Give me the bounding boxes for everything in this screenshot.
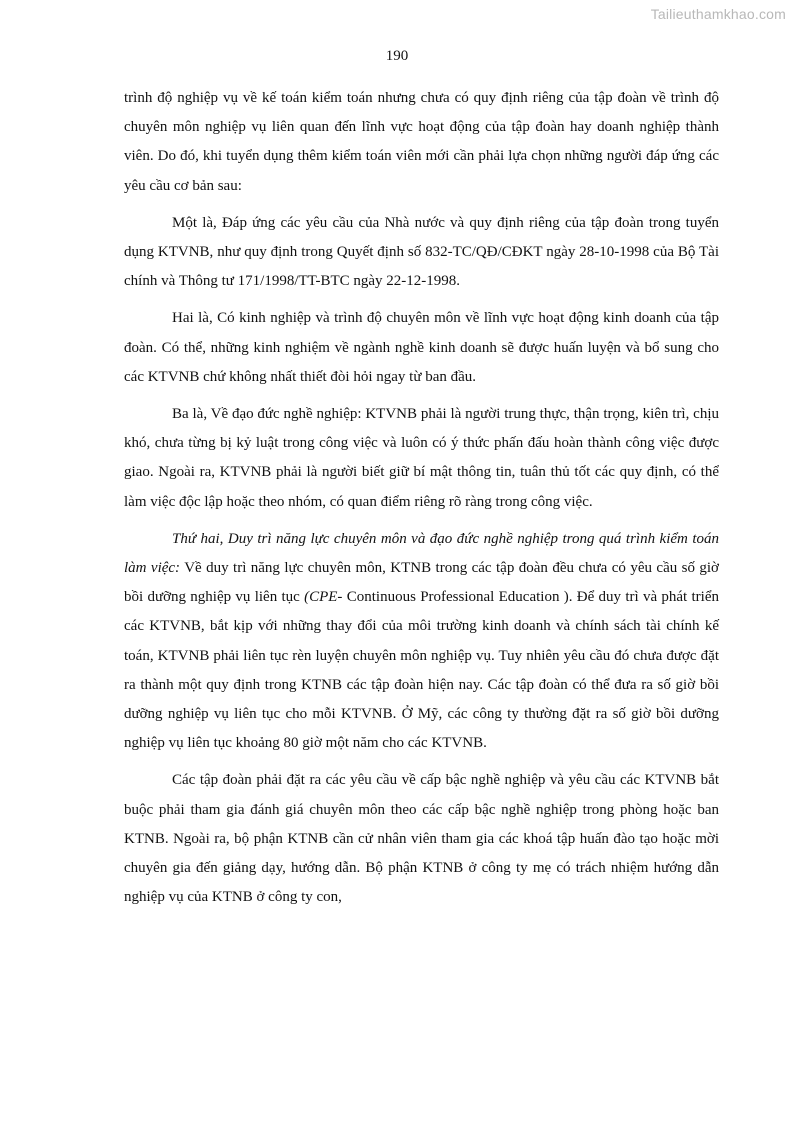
paragraph-6: Các tập đoàn phải đặt ra các yêu cầu về cấp bậc nghề nghiệp và yêu cầu các KTVNB bắt buộc phải tham gia đánh giá chuyên môn theo các cấp bậc nghề nghiệp trong phòng hoặc ban KTNB. Ngoài ra, bộ phận KTNB cần cử nhân viên tham gia các khoá tập huấn đào tạo hoặc mời chuyên gia đến giảng dạy, hướng dẫn. Bộ phận KTNB ở công ty mẹ có trách nhiệm hướng dẫn nghiệp vụ của KTNB ở công ty con, [124,772,719,906]
paragraph-5-text: Về duy trì năng lực chuyên môn, KTNB trong các tập đoàn đều chưa có yêu cầu số giờ bồi dưỡng nghiệp vụ liên tục [124,560,719,606]
paragraph-4: Ba là, Về đạo đức nghề nghiệp: KTVNB phải là người trung thực, thận trọng, kiên trì, chịu khó, chưa từng bị kỷ luật trong công việc và luôn có ý thức phấn đấu hoàn thành công việc được giao. Ngoài ra, KTVNB phải là người biết giữ bí mật thông tin, tuân thủ tốt các quy định, có thể làm việc độc lập hoặc theo nhóm, có quan điểm riêng rõ ràng trong công việc. [124,406,719,510]
paragraph-5-text-after: Continuous Professional Education ). Để duy trì và phát triển các KTVNB, bắt kịp với những thay đổi của môi trường kinh doanh và chính sách tài chính kế toán, KTVNB phải liên tục rèn luyện chuyên môn nghiệp vụ. Tuy nhiên yêu cầu đó chưa được đặt ra thành một quy định trong KTNB các tập đoàn hiện nay. Các tập đoàn có thể đưa ra số giờ bồi dưỡng nghiệp vụ liên tục cho mỗi KTVNB. Ở Mỹ, các công ty thường đặt ra số giờ bồi dưỡng nghiệp vụ liên tục khoảng 80 giờ một năm cho các KTVNB. [124,589,720,752]
paragraph-5-italic-mid: (CPE- [304,589,343,606]
paragraph-2: Một là, Đáp ứng các yêu cầu của Nhà nước và quy định riêng của tập đoàn trong tuyển dụng KTVNB, như quy định trong Quyết định số 832-TC/QĐ/CĐKT ngày 28-10-1998 của Bộ Tài chính và Thông tư 171/1998/TT-BTC ngày 22-12-1998. [124,214,719,290]
document-body [124,84,719,920]
paragraph-1: trình độ nghiệp vụ về kế toán kiểm toán nhưng chưa có quy định riêng của tập đoàn về trình độ chuyên môn nghiệp vụ liên quan đến lĩnh vực hoạt động của tập đoàn hay doanh nghiệp thành viên. Do đó, khi tuyển dụng thêm kiểm toán viên mới cần phải lựa chọn những người đáp ứng các yêu cầu cơ bản sau: [124,90,719,194]
paragraph-5 [124,525,719,759]
paragraph-5-italic-lead: Thứ hai, Duy trì năng lực chuyên môn và đạo đức nghề nghiệp trong quá trình kiểm toán làm việc: [124,530,719,577]
watermark: Tailieuthamkhao.com [650,6,786,22]
page-number: 190 [385,48,409,64]
paragraph-3: Hai là, Có kinh nghiệp và trình độ chuyên môn về lĩnh vực hoạt động kinh doanh của tập đoàn. Có thể, những kinh nghiệm về ngành nghề kinh doanh sẽ được huấn luyện và bổ sung cho các KTVNB chứ không nhất thiết đòi hỏi ngay từ ban đầu. [124,310,719,385]
